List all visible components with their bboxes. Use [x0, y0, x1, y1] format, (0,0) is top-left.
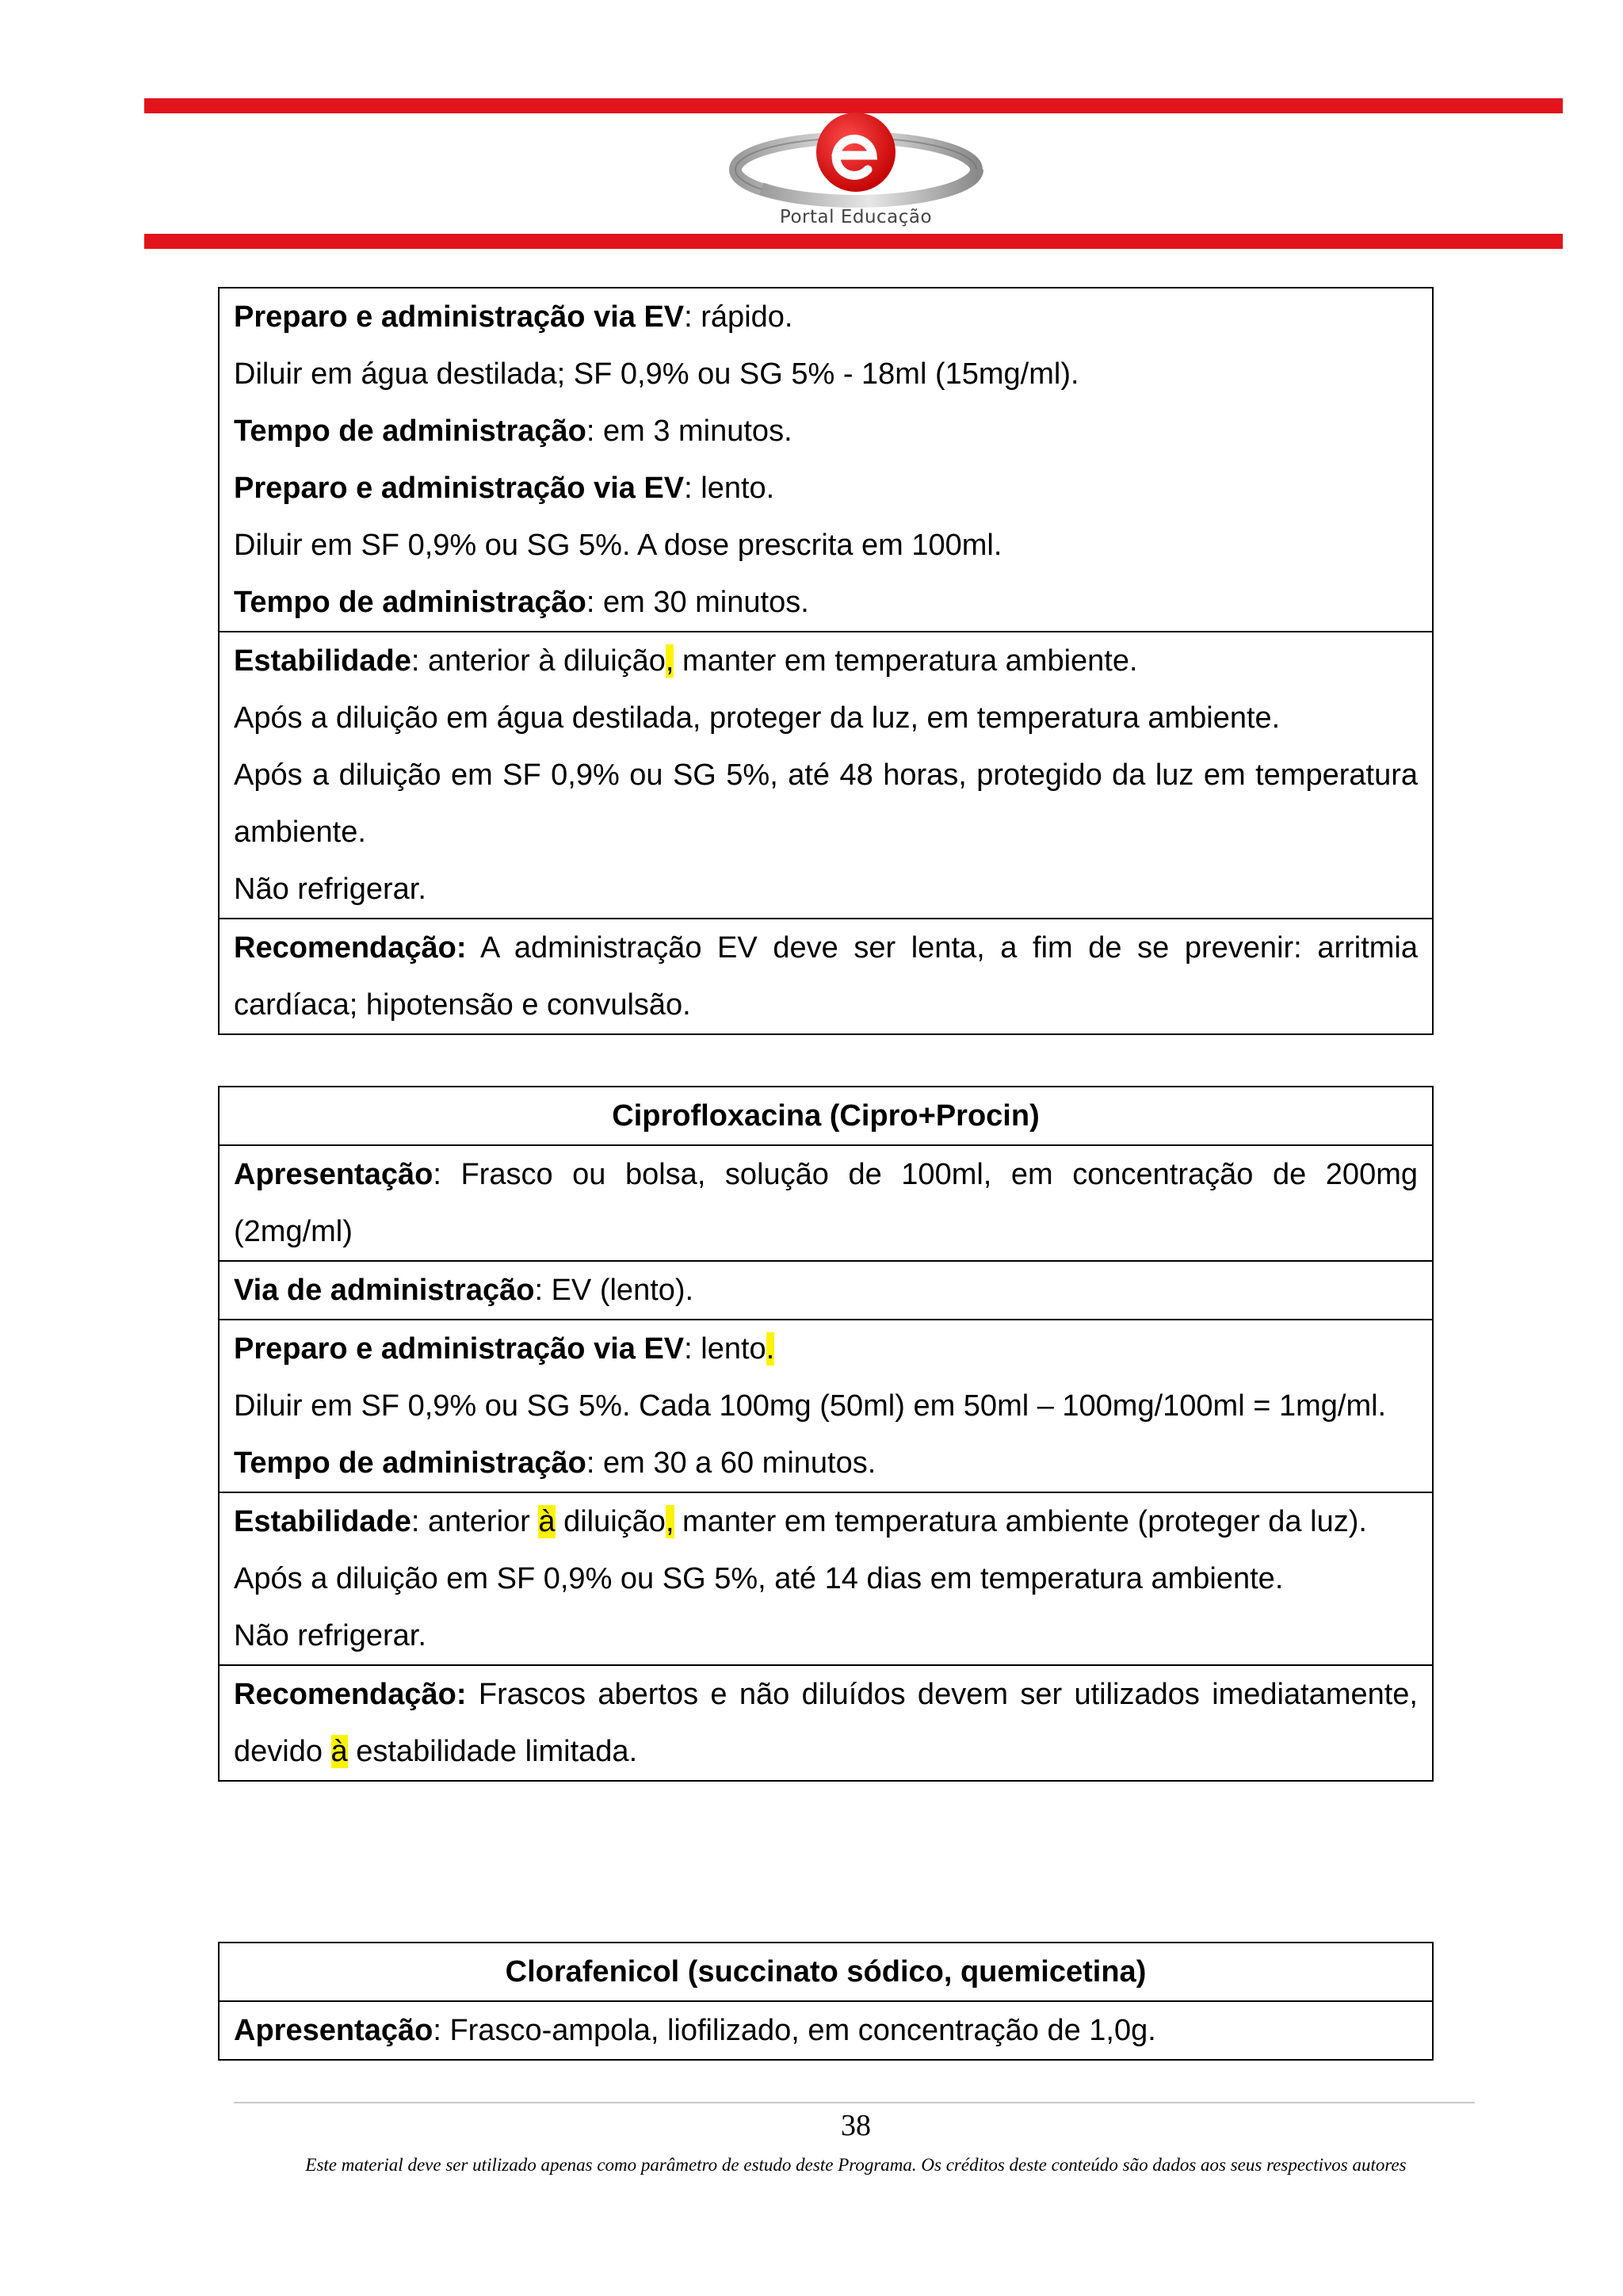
label-preparo: Preparo e administração via EV — [234, 1332, 685, 1366]
line-tempo-lento — [234, 574, 1418, 631]
text-apresentacao: : Frasco ou bolsa, solução de 100ml, em concentração de 200mg (2mg/ml) — [234, 1158, 1418, 1248]
label-preparo-rapido: Preparo e administração via EV — [234, 300, 685, 334]
line-recomendacao — [234, 1666, 1418, 1780]
label-estabilidade: Estabilidade — [234, 1505, 411, 1538]
line-estab-4: Não refrigerar. — [234, 873, 426, 906]
highlight-dot: . — [766, 1332, 775, 1366]
text-estab-part1: : anterior à diluição — [411, 644, 666, 678]
line-estab-2: Após a diluição em SF 0,9% ou SG 5%, até 14 dias em temperatura ambiente. — [234, 1562, 1284, 1595]
text-rec-a: Frascos abertos e não diluídos devem ser utilizados imediatamente, devido — [234, 1678, 1418, 1768]
label-tempo-lento: Tempo de administração — [234, 586, 586, 619]
footer-disclaimer: Este material deve ser utilizado apenas como parâmetro de estudo deste Programa. Os créditos deste conteúdo são dados aos seus respectivos autores — [305, 2155, 1407, 2175]
text-estab-b: diluição — [555, 1505, 666, 1538]
table-clorafenicol — [218, 1942, 1434, 2061]
line-estabilidade — [234, 1493, 1418, 1550]
text-via: : EV (lento). — [534, 1274, 694, 1307]
label-preparo-lento: Preparo e administração via EV — [234, 472, 685, 505]
value-tempo-lento: : em 30 minutos. — [586, 586, 809, 619]
line-diluir: Diluir em SF 0,9% ou SG 5%. Cada 100mg (50ml) em 50ml – 100mg/100ml = 1mg/ml. — [234, 1389, 1387, 1423]
line-preparo-lento — [234, 460, 1418, 517]
cell-recomendacao — [220, 918, 1432, 1033]
cell-title — [220, 1087, 1432, 1144]
footer-divider — [234, 2102, 1475, 2103]
label-via: Via de administração — [234, 1274, 535, 1307]
drug-title: Clorafenicol (succinato sódico, quemicetina) — [505, 1955, 1147, 1988]
line-recomendacao — [234, 919, 1418, 1033]
cell-via — [220, 1260, 1432, 1319]
cell-apresentacao — [220, 1144, 1432, 1260]
cell-preparo — [220, 1319, 1432, 1492]
line-preparo — [234, 1320, 1418, 1377]
drug-title: Ciprofloxacina (Cipro+Procin) — [612, 1099, 1040, 1133]
line-tempo-rapido — [234, 403, 1418, 460]
label-apresentacao: Apresentação — [234, 2014, 433, 2047]
line-estab-3: Não refrigerar. — [234, 1619, 426, 1652]
label-recomendacao: Recomendação: — [234, 1678, 467, 1711]
label-tempo-rapido: Tempo de administração — [234, 415, 586, 448]
text-estab-a: : anterior — [411, 1505, 539, 1538]
line-estab-3: Após a diluição em SF 0,9% ou SG 5%, até 48 horas, protegido da luz em temperatura ambiente. — [234, 758, 1418, 849]
label-apresentacao: Apresentação — [234, 1158, 433, 1191]
text-tempo: : em 30 a 60 minutos. — [586, 1446, 876, 1480]
logo-caption: Portal Educação — [779, 207, 933, 227]
cell-title — [220, 1943, 1432, 2000]
text-rec-b: estabilidade limitada. — [347, 1735, 638, 1768]
value-preparo-rapido: : rápido. — [684, 300, 793, 334]
text-recomendacao: A administração EV deve ser lenta, a fim de se prevenir: arritmia cardíaca; hipotensão e convulsão. — [234, 931, 1418, 1022]
line-estabilidade — [234, 632, 1418, 690]
line-tempo — [234, 1435, 1418, 1492]
cell-estabilidade — [220, 631, 1432, 918]
line-apresentacao — [234, 1146, 1418, 1260]
text-estab-c: manter em temperatura ambiente (proteger da luz). — [674, 1505, 1367, 1538]
text-preparo: : lento — [684, 1332, 766, 1366]
cell-recomendacao — [220, 1664, 1432, 1780]
header-red-bar-bottom — [144, 234, 1563, 249]
highlight-crase: à — [330, 1735, 348, 1768]
cell-estabilidade — [220, 1492, 1432, 1664]
cell-apresentacao — [220, 2000, 1432, 2059]
page-number: 38 — [841, 2109, 871, 2142]
highlight-comma: , — [665, 644, 674, 678]
text-apresentacao: : Frasco-ampola, liofilizado, em concentração de 1,0g. — [433, 2014, 1156, 2047]
line-diluir-lento: Diluir em SF 0,9% ou SG 5%. A dose prescrita em 100ml. — [234, 529, 1002, 562]
highlight-crase: à — [538, 1505, 556, 1538]
text-estab-part2: manter em temperatura ambiente. — [674, 644, 1138, 678]
value-preparo-lento: : lento. — [684, 472, 775, 505]
portal-educacao-logo — [725, 108, 987, 235]
label-recomendacao: Recomendação: — [234, 931, 467, 965]
highlight-comma: , — [665, 1505, 674, 1538]
label-estabilidade: Estabilidade — [234, 644, 411, 678]
label-tempo: Tempo de administração — [234, 1446, 586, 1480]
line-preparo-rapido — [234, 288, 1418, 346]
cell-preparo — [220, 288, 1432, 631]
table-ciprofloxacina — [218, 1086, 1434, 1782]
line-via — [234, 1262, 1418, 1319]
value-tempo-rapido: : em 3 minutos. — [586, 415, 792, 448]
table-continuation — [218, 287, 1434, 1035]
line-apresentacao — [234, 2002, 1418, 2059]
line-estab-2: Após a diluição em água destilada, proteger da luz, em temperatura ambiente. — [234, 701, 1281, 735]
line-diluir-rapido: Diluir em água destilada; SF 0,9% ou SG 5% - 18ml (15mg/ml). — [234, 357, 1079, 391]
